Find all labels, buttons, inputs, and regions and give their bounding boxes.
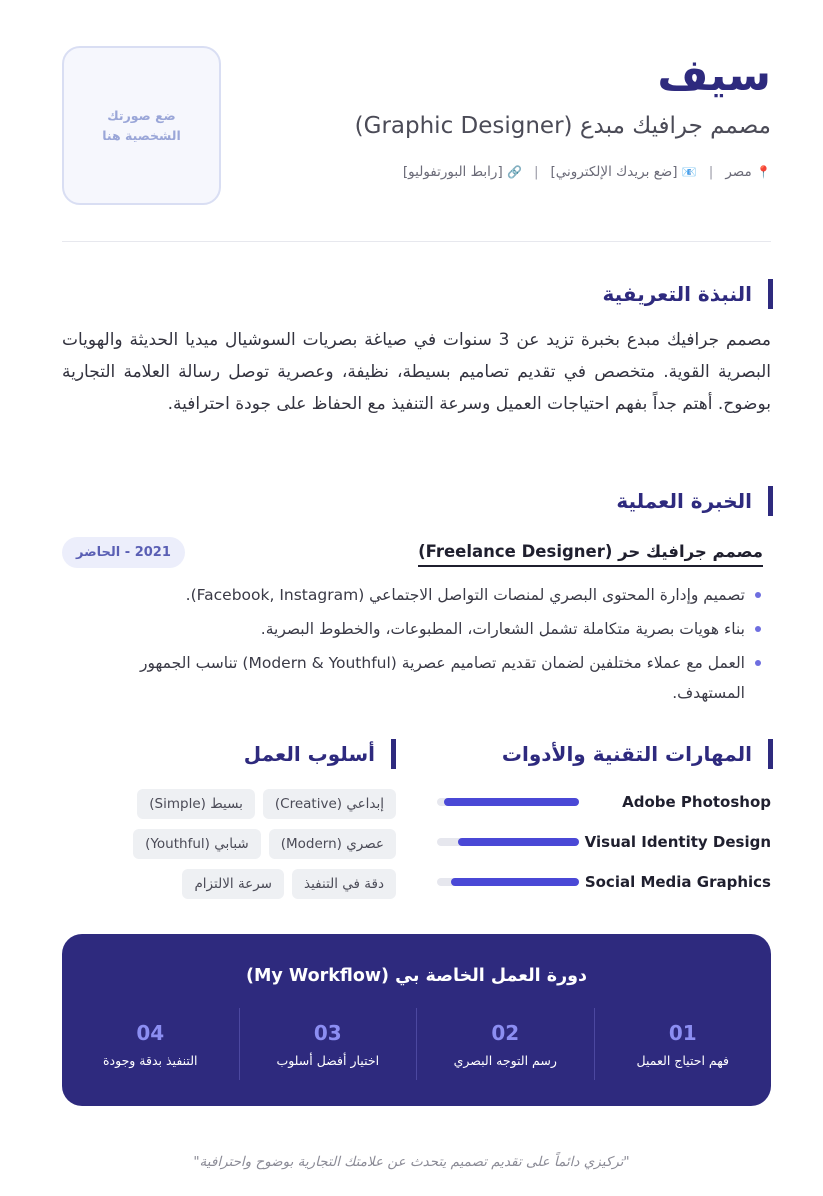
workflow-step — [239, 1008, 417, 1080]
experience-role: مصمم جرافيك حر (Freelance Designer) — [418, 539, 763, 567]
experience-date-badge: 2021 - الحاضر — [62, 537, 185, 568]
skill-bar-track — [437, 878, 579, 886]
list-item: تصميم وإدارة المحتوى البصري لمنصات التواصل الاجتماعي (Facebook, Instagram). — [70, 580, 761, 610]
job-title: مصمم جرافيك مبدع (Graphic Designer) — [354, 113, 771, 139]
skill-bar-fill — [451, 878, 579, 886]
contact-location — [725, 160, 771, 184]
work-style-title: أسلوب العمل — [244, 739, 396, 769]
pin-icon: 📍 — [756, 165, 771, 179]
step-label: التنفيذ بدقة وجودة — [103, 1053, 198, 1068]
step-number: 03 — [313, 1021, 342, 1045]
skill-row — [437, 869, 771, 895]
skill-name: Social Media Graphics — [584, 873, 771, 891]
step-label: رسم التوجه البصري — [453, 1053, 557, 1068]
workflow-steps — [62, 1008, 771, 1080]
work-style-tag: إبداعي (Creative) — [263, 789, 396, 819]
skill-bar-fill — [444, 798, 579, 806]
candidate-name: سيف — [657, 50, 771, 101]
workflow-panel — [62, 934, 771, 1106]
workflow-step — [62, 1008, 239, 1080]
contact-separator: | — [708, 164, 714, 180]
contact-separator: | — [533, 164, 539, 180]
summary-text: مصمم جرافيك مبدع بخبرة تزيد عن 3 سنوات في صياغة بصريات السوشيال ميديا الحديثة والهويات البصرية القوية. متخصص في تقديم تصاميم بسيطة، نظيفة، وعصرية توصل رسالة العلامة التجارية بوضوح. أهتم جداً بفهم احتياجات العميل وسرعة التنفيذ مع الحفاظ على جودة احترافية. — [62, 330, 771, 414]
summary-title: النبذة التعريفية — [603, 279, 773, 309]
step-label: فهم احتياج العميل — [636, 1053, 729, 1068]
contact-portfolio[interactable] — [403, 160, 522, 184]
email-text: [ضع بريدك الإلكتروني] — [550, 164, 678, 180]
work-style-tag: عصري (Modern) — [269, 829, 396, 859]
skill-bar-fill — [458, 838, 579, 846]
photo-placeholder-text: ضع صورتك الشخصية هنا — [102, 107, 181, 143]
list-item: بناء هويات بصرية متكاملة تشمل الشعارات، المطبوعات، والخطوط البصرية. — [70, 614, 761, 644]
contact-email[interactable] — [551, 160, 697, 184]
workflow-title: دورة العمل الخاصة بي (My Workflow) — [245, 966, 588, 986]
location-text: مصر — [725, 164, 752, 180]
skill-name: Adobe Photoshop — [622, 793, 771, 811]
portfolio-text: [رابط البورتفوليو] — [402, 164, 503, 180]
work-style-tag: شبابي (Youthful) — [133, 829, 261, 859]
experience-bullets — [70, 580, 761, 712]
skill-row — [437, 789, 771, 815]
step-number: 04 — [136, 1021, 165, 1045]
email-icon: 📧 — [681, 165, 697, 179]
link-icon: 🔗 — [507, 165, 522, 179]
work-style-tag: سرعة الالتزام — [182, 869, 284, 899]
skills-title: المهارات التقنية والأدوات — [502, 739, 773, 769]
step-number: 01 — [668, 1021, 697, 1045]
footer-quote: "تركيزي دائماً على تقديم تصميم يتحدث عن علامتك التجارية بوضوح واحترافية" — [193, 1154, 630, 1170]
skill-row — [437, 829, 771, 855]
step-label: اختيار أفضل أسلوب — [276, 1053, 380, 1068]
work-style-tag: بسيط (Simple) — [137, 789, 255, 819]
work-style-tag: دقة في التنفيذ — [292, 869, 396, 899]
workflow-step — [594, 1008, 772, 1080]
skill-bar-track — [437, 838, 579, 846]
step-number: 02 — [491, 1021, 520, 1045]
header-divider — [62, 241, 771, 242]
profile-photo-placeholder[interactable] — [62, 46, 221, 205]
work-style-tags — [125, 789, 396, 899]
contact-info — [403, 160, 771, 184]
skill-bar-track — [437, 798, 579, 806]
list-item: العمل مع عملاء مختلفين لضمان تقديم تصاميم عصرية (Modern & Youthful) تناسب الجمهور المستهدف. — [70, 648, 761, 708]
skill-name: Visual Identity Design — [584, 833, 771, 851]
experience-title: الخبرة العملية — [616, 486, 773, 516]
workflow-step — [416, 1008, 594, 1080]
